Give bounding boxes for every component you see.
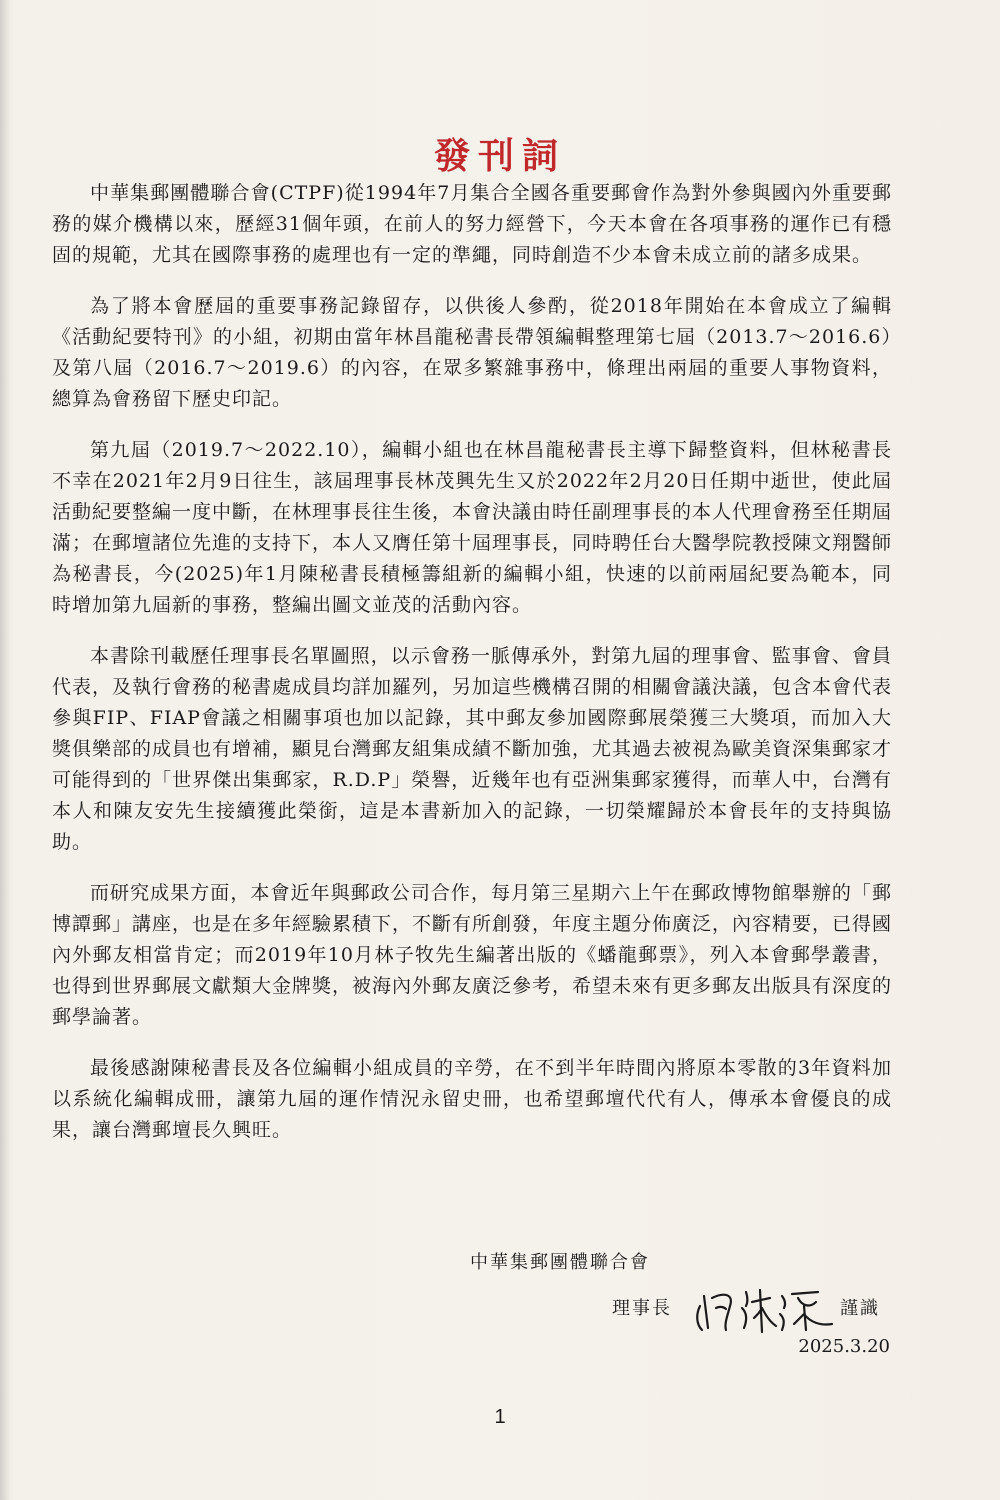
paragraph-2: 為了將本會歷屆的重要事務記錄留存，以供後人參酌，從2018年開始在本會成立了編輯《活動紀要特刊》的小組，初期由當年林昌龍秘書長帶領編輯整理第七屆（2013.7～2016.6）及第八屆（2016.7～2019.6）的內容，在眾多繁雜事務中，條理出兩屆的重要人事物資料，總算為會務留下歷史印記。 <box>52 295 892 410</box>
organization-name: 中華集郵團體聯合會 <box>470 1252 650 1273</box>
signer-title: 理事長 <box>612 1298 672 1319</box>
paragraph-6: 最後感謝陳秘書長及各位編輯小組成員的辛勞，在不到半年時間內將原本零散的3年資料加以系統化編輯成冊，讓第九屆的運作情況永留史冊，也希望郵壇代代有人，傳承本會優良的成果，讓台灣郵壇長久興旺。 <box>52 1057 892 1141</box>
page-number: 1 <box>494 1406 506 1428</box>
paragraph-1: 中華集郵團體聯合會(CTPF)從1994年7月集合全國各重要郵會作為對外參與國內外重要郵務的媒介機構以來，歷經31個年頭，在前人的努力經營下，今天本會在各項事務的運作已有穩固的規範，尤其在國際事務的處理也有一定的準繩，同時創造不少本會未成立前的諸多成果。 <box>52 182 892 266</box>
preface-body <box>52 178 892 1166</box>
page-gutter-shadow <box>0 0 10 1500</box>
document-date: 2025.3.20 <box>798 1336 890 1357</box>
signature-block <box>612 1284 902 1334</box>
handwritten-signature <box>690 1284 840 1334</box>
paragraph-3: 第九屆（2019.7～2022.10），編輯小組也在林昌龍秘書長主導下歸整資料，但林秘書長不幸在2021年2月9日往生，該屆理事長林茂興先生又於2022年2月20日任期中逝世，使此屆活動紀要整編一度中斷，在林理事長往生後，本會決議由時任副理事長的本人代理會務至任期屆滿；在郵壇諸位先進的支持下，本人又膺任第十屆理事長，同時聘任台大醫學院教授陳文翔醫師為秘書長，今(2025)年1月陳秘書長積極籌組新的編輯小組，快速的以前兩屆紀要為範本，同時增加第九屆新的事務，整編出圖文並茂的活動內容。 <box>52 439 893 616</box>
paragraph-4: 本書除刊載歷任理事長名單圖照，以示會務一脈傳承外，對第九屆的理事會、監事會、會員代表，及執行會務的秘書處成員均詳加羅列，另加這些機構召開的相關會議決議，包含本會代表參與FIP、FIAP會議之相關事項也加以記錄，其中郵友參加國際郵展榮獲三大獎項，而加入大獎俱樂部的成員也有增補，顯見台灣郵友組集成績不斷加強，尤其過去被視為歐美資深集郵家才可能得到的「世界傑出集郵家，R.D.P」榮譽，近幾年也有亞洲集郵家獲得，而華人中，台灣有本人和陳友安先生接續獲此榮銜，這是本書新加入的記錄，一切榮耀歸於本會長年的支持與協助。 <box>52 645 893 853</box>
paragraph-5: 而研究成果方面，本會近年與郵政公司合作，每月第三星期六上午在郵政博物館舉辦的「郵博譚郵」講座，也是在多年經驗累積下，不斷有所創發，年度主題分佈廣泛，內容精要，已得國內外郵友相當肯定；而2019年10月林子牧先生編著出版的《蟠龍郵票》，列入本會郵學叢書，也得到世界郵展文獻類大金牌獎，被海內外郵友廣泛參考，希望未來有更多郵友出版具有深度的郵學論著。 <box>52 882 893 1028</box>
page-title: 發刊詞 <box>433 135 566 178</box>
signature-suffix: 謹識 <box>840 1298 880 1319</box>
